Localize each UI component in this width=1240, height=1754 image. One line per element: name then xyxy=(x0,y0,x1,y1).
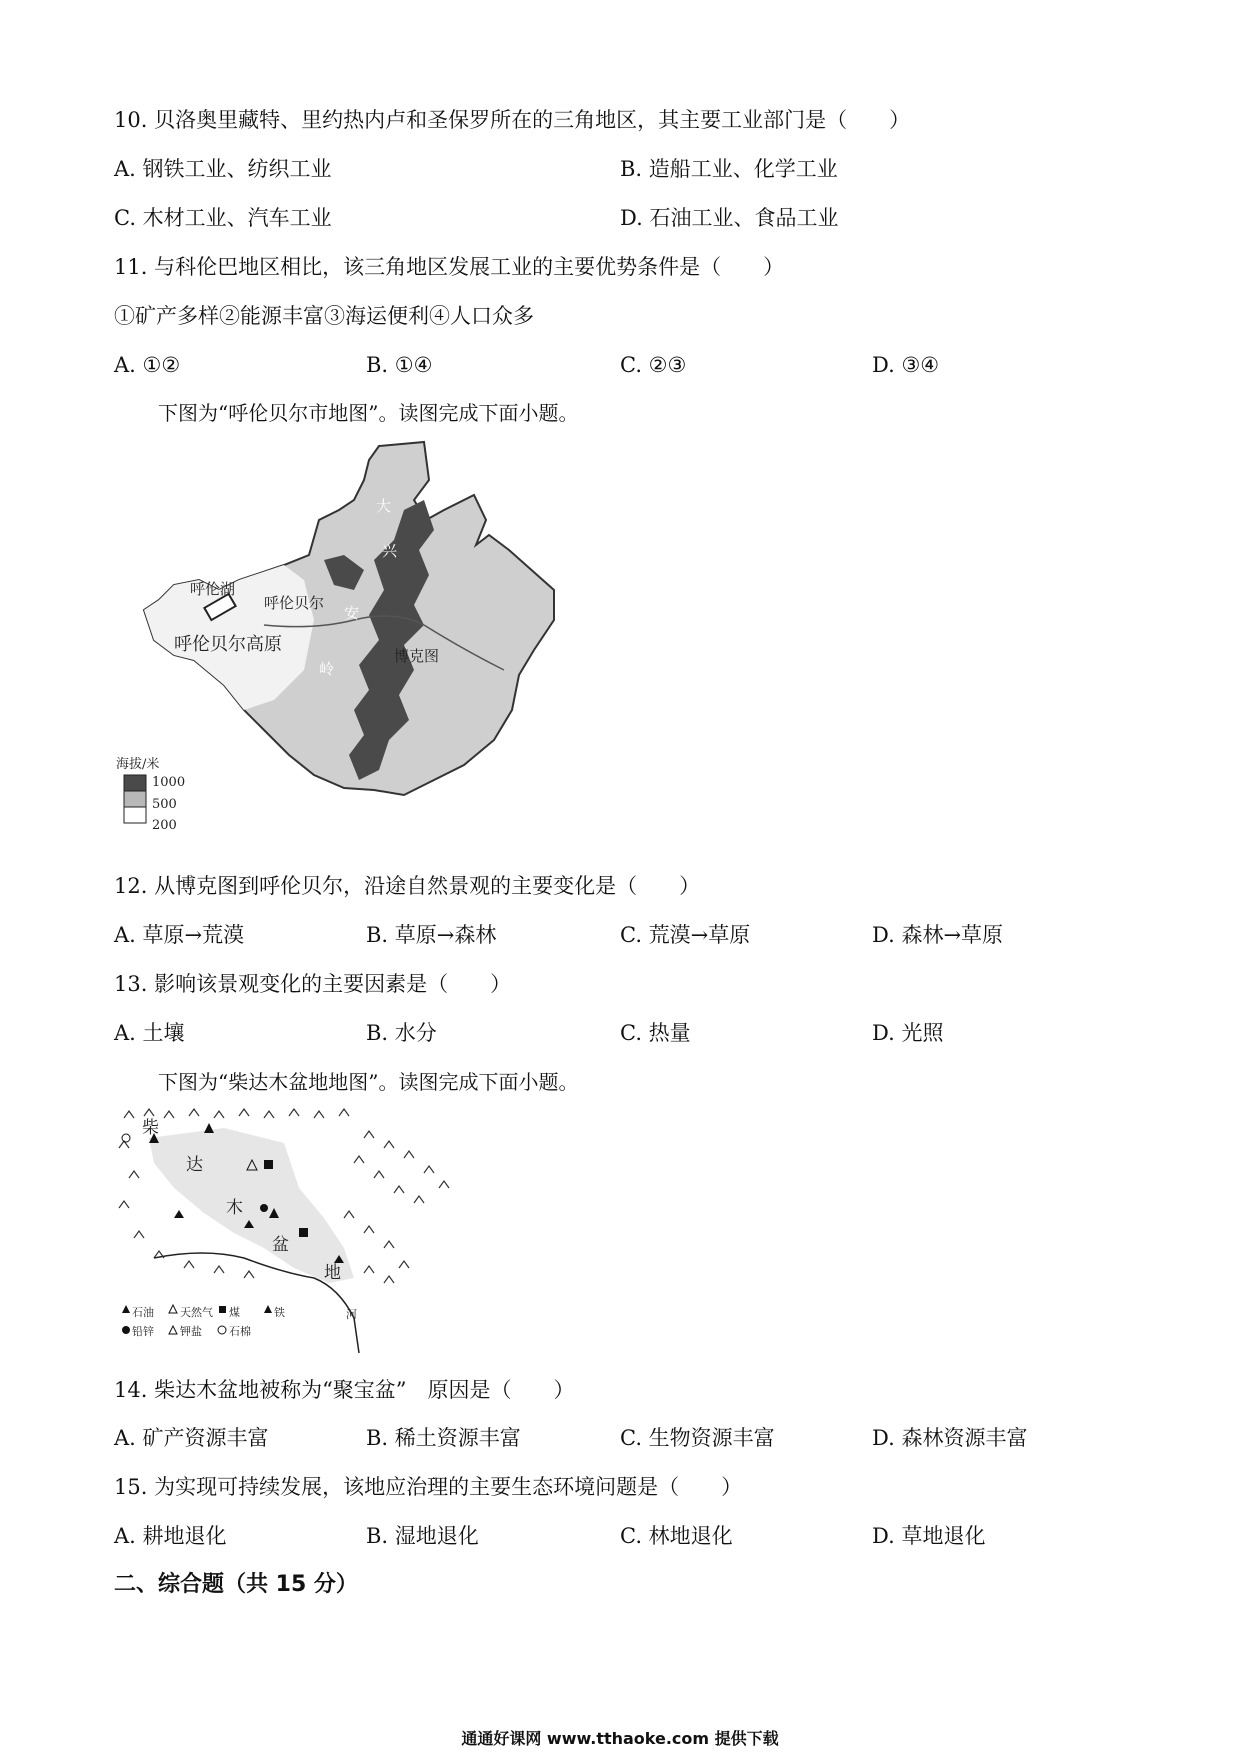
iron-symbol xyxy=(174,1210,184,1218)
question-14-stem: 14. 柴达木盆地被称为“聚宝盆” 原因是（ ） xyxy=(114,1378,575,1402)
legend-title: 海拔/米 xyxy=(116,757,160,772)
legend-lead-zinc xyxy=(122,1326,130,1334)
q15-option-b: B. 湿地退化 xyxy=(366,1524,479,1548)
q15-option-a: A. 耕地退化 xyxy=(114,1524,227,1548)
label-plateau: 呼伦贝尔高原 xyxy=(174,634,282,655)
label-da: 大 xyxy=(376,497,392,515)
q11-option-c: C. ②③ xyxy=(620,353,687,377)
legend-asbestos-label: 石棉 xyxy=(229,1325,251,1338)
legend-gas xyxy=(169,1305,177,1313)
question-11-sub: ①矿产多样②能源丰富③海运便利④人口众多 xyxy=(114,304,534,328)
legend-200: 200 xyxy=(152,818,177,833)
q13-option-d: D. 光照 xyxy=(872,1021,944,1045)
q13-option-b: B. 水分 xyxy=(366,1021,437,1045)
q10-option-b: B. 造船工业、化学工业 xyxy=(620,157,838,181)
q14-option-a: A. 矿产资源丰富 xyxy=(114,1426,269,1450)
intro-qaidam: 下图为“柴达木盆地地图”。读图完成下面小题。 xyxy=(158,1070,579,1094)
label-di: 地 xyxy=(324,1263,341,1283)
label-an: 安 xyxy=(344,604,360,622)
q11-option-b: B. ①④ xyxy=(366,353,433,377)
q14-option-b: B. 稀土资源丰富 xyxy=(366,1426,521,1450)
coal-symbol xyxy=(299,1228,308,1237)
legend-potash-label: 钾盐 xyxy=(180,1325,202,1338)
asbestos-symbol xyxy=(122,1134,130,1142)
legend-box-mid xyxy=(124,791,146,807)
label-bokeshu: 博克图 xyxy=(394,647,440,665)
legend-lead-zinc-label: 铅锌 xyxy=(132,1325,154,1338)
label-hulun-lake: 呼伦湖 xyxy=(190,580,236,598)
q15-option-d: D. 草地退化 xyxy=(872,1524,986,1548)
legend-1000: 1000 xyxy=(152,775,186,790)
q10-option-a: A. 钢铁工业、纺织工业 xyxy=(114,157,332,181)
coal-symbol xyxy=(264,1160,273,1169)
q13-option-c: C. 热量 xyxy=(620,1021,691,1045)
q12-option-d: D. 森林→草原 xyxy=(872,923,1004,947)
qaidam-map-svg xyxy=(114,1108,474,1358)
legend-iron xyxy=(264,1305,272,1313)
q12-option-a: A. 草原→荒漠 xyxy=(114,923,245,947)
legend-potash xyxy=(169,1326,177,1334)
oil-symbol xyxy=(204,1123,214,1133)
q14-option-d: D. 森林资源丰富 xyxy=(872,1426,1028,1450)
legend-asbestos xyxy=(218,1326,226,1334)
q13-option-a: A. 土壤 xyxy=(114,1021,185,1045)
label-chai: 柴 xyxy=(142,1118,159,1138)
label-mu: 木 xyxy=(226,1198,243,1218)
legend-coal-label: 煤 xyxy=(229,1306,240,1319)
q12-option-b: B. 草原→森林 xyxy=(366,923,497,947)
label-pen: 盆 xyxy=(272,1235,289,1255)
qaidam-map xyxy=(114,1108,474,1358)
question-12-stem: 12. 从博克图到呼伦贝尔，沿途自然景观的主要变化是（ ） xyxy=(114,874,701,898)
label-ling: 岭 xyxy=(319,660,335,678)
label-hulunbuir: 呼伦贝尔 xyxy=(264,594,325,612)
lead-zinc-symbol xyxy=(260,1204,268,1212)
legend-oil-label: 石油 xyxy=(132,1306,154,1319)
section-title: 二、综合题（共 15 分） xyxy=(114,1572,358,1597)
page-footer: 通通好课网 www.tthaoke.com 提供下载 xyxy=(461,1729,779,1748)
q10-option-c: C. 木材工业、汽车工业 xyxy=(114,206,332,230)
legend-coal xyxy=(219,1306,226,1313)
legend-iron-label: 铁 xyxy=(274,1306,285,1319)
question-11-stem: 11. 与科伦巴地区相比，该三角地区发展工业的主要优势条件是（ ） xyxy=(114,255,785,279)
question-15-stem: 15. 为实现可持续发展，该地应治理的主要生态环境问题是（ ） xyxy=(114,1475,743,1499)
q10-option-d: D. 石油工业、食品工业 xyxy=(620,206,839,230)
label-da2: 达 xyxy=(186,1155,203,1175)
q15-option-c: C. 林地退化 xyxy=(620,1524,733,1548)
legend-box-low xyxy=(124,807,146,823)
q14-option-c: C. 生物资源丰富 xyxy=(620,1426,775,1450)
question-10-stem: 10. 贝洛奥里藏特、里约热内卢和圣保罗所在的三角地区，其主要工业部门是（ ） xyxy=(114,108,911,132)
label-xing: 兴 xyxy=(382,542,398,560)
legend-oil xyxy=(122,1305,130,1313)
q12-option-c: C. 荒漠→草原 xyxy=(620,923,751,947)
label-he: 河 xyxy=(346,1308,357,1321)
legend-gas-label: 天然气 xyxy=(180,1306,213,1319)
intro-hulunbuir: 下图为“呼伦贝尔市地图”。读图完成下面小题。 xyxy=(158,401,579,425)
question-13-stem: 13. 影响该景观变化的主要因素是（ ） xyxy=(114,972,512,996)
legend-500: 500 xyxy=(152,797,177,812)
hulunbuir-map xyxy=(114,440,564,840)
legend-box-high xyxy=(124,775,146,791)
q11-option-d: D. ③④ xyxy=(872,353,940,377)
q11-option-a: A. ①② xyxy=(114,353,181,377)
